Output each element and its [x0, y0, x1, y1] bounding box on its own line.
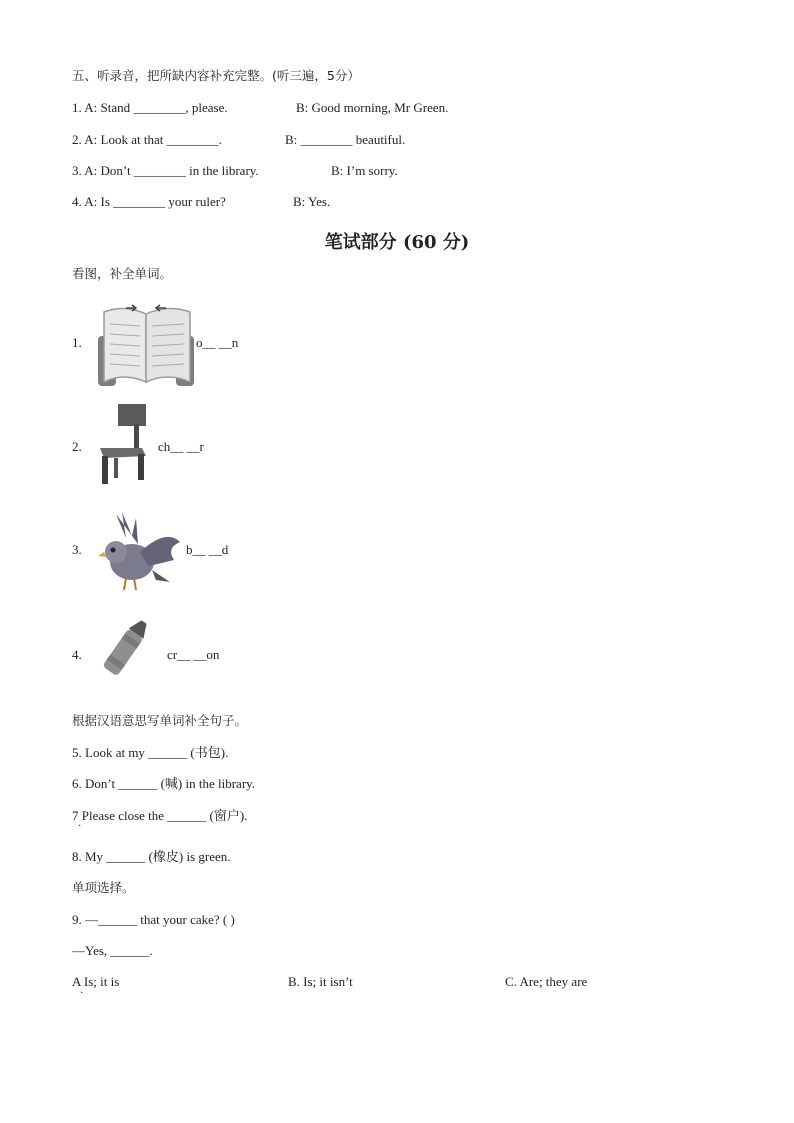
item-4-a: 4. A: Is ________ your ruler? [72, 194, 226, 209]
picture-item-3-word: b__ __d [186, 542, 229, 557]
sentence-7: 7 Please close the ______ (窗户). [72, 808, 248, 823]
option-c: C. Are; they are [505, 974, 588, 989]
written-section-title: 笔试部分 (60 分) [324, 232, 470, 253]
item-2-b: B: ________ beautiful. [285, 132, 406, 147]
option-a: A Is; it is [72, 974, 120, 989]
crayon-icon [98, 612, 158, 678]
question-9-line-2: —Yes, ______. [72, 943, 153, 958]
question-9-line-1: 9. —______ that your cake? ( ) [72, 912, 235, 927]
bird-icon [96, 508, 182, 594]
listening-item-3 [72, 163, 259, 179]
option-b: B. Is; it isn’t [288, 974, 353, 989]
chair-icon [94, 402, 152, 486]
item-3-b: B: I’m sorry. [331, 163, 398, 178]
sentence-6: 6. Don’t ______ (喊) in the library. [72, 776, 256, 791]
listening-item-4 [72, 194, 226, 210]
sentence-5: 5. Look at my ______ (书包). [72, 745, 229, 760]
item-4-b: B: Yes. [293, 194, 331, 209]
picture-item-2-word: ch__ __r [158, 439, 204, 454]
stray-dot-2: · [80, 988, 84, 999]
listening-item-2 [72, 132, 222, 148]
picture-item-2-num: 2. [72, 439, 82, 454]
choice-heading: 单项选择。 [72, 880, 135, 895]
item-1-a: 1. A: Stand ________, please. [72, 100, 228, 115]
sentence-8: 8. My ______ (橡皮) is green. [72, 849, 231, 864]
picture-item-4-word: cr__ __on [167, 647, 220, 662]
picture-item-1-num: 1. [72, 335, 82, 350]
sentence-heading: 根据汉语意思写单词补全句子。 [72, 713, 248, 728]
stray-dot: · [78, 821, 82, 832]
picture-item-1-word: o__ __n [196, 335, 239, 350]
item-3-a: 3. A: Don’t ________ in the library. [72, 163, 259, 178]
listening-item-1 [72, 100, 228, 116]
item-1-b: B: Good morning, Mr Green. [296, 100, 449, 115]
section5-heading: 五、听录音，把所缺内容补充完整。(听三遍，5分） [72, 68, 360, 83]
open-book-icon [96, 302, 200, 388]
picture-heading: 看图，补全单词。 [72, 266, 173, 281]
item-2-a: 2. A: Look at that ________. [72, 132, 222, 147]
picture-item-4-num: 4. [72, 647, 82, 662]
picture-item-3-num: 3. [72, 542, 82, 557]
